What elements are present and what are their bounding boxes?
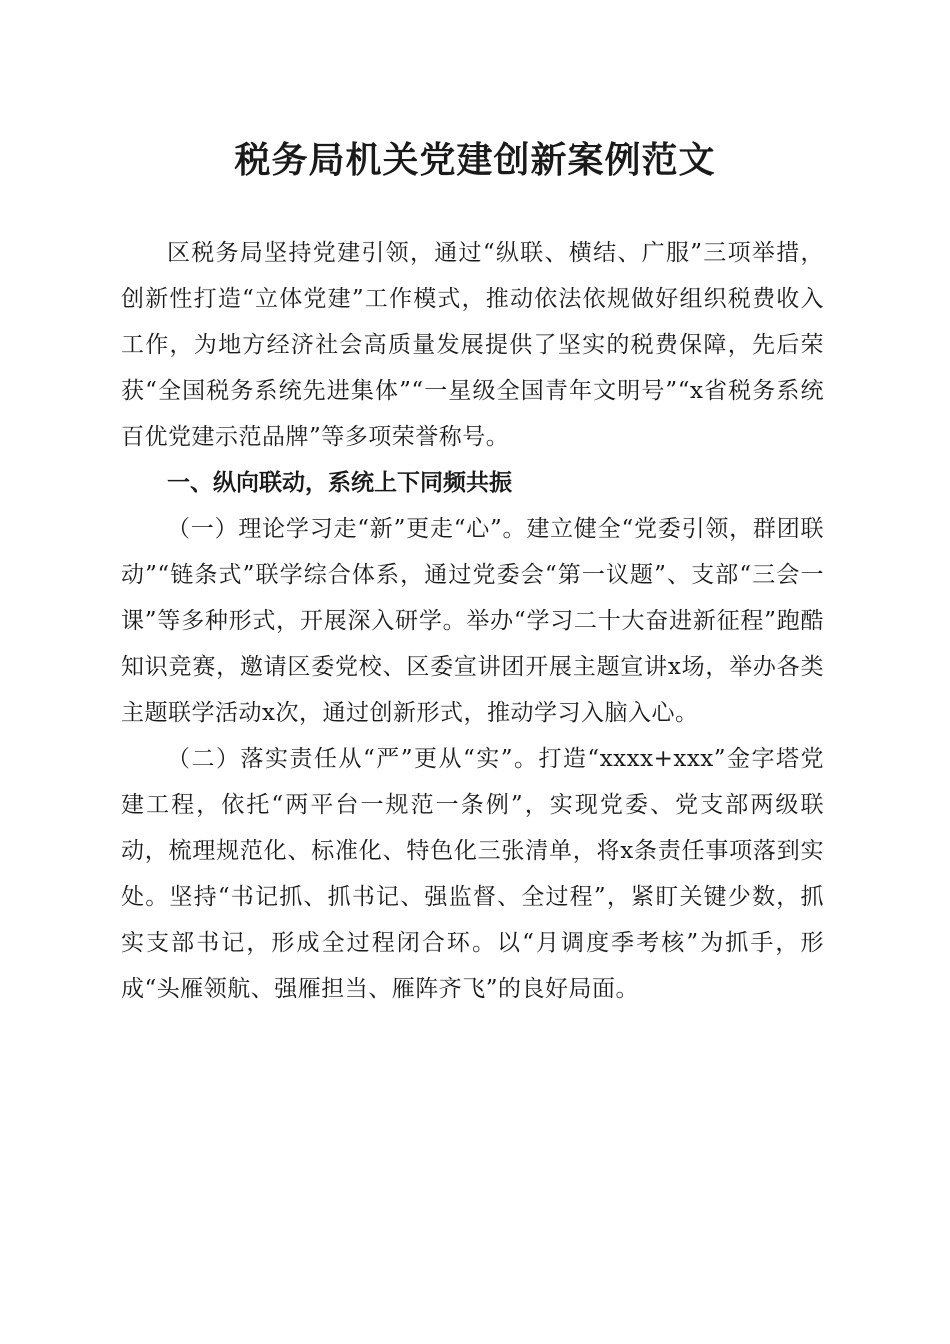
section-heading: 一、纵向联动，系统上下同频共振 xyxy=(167,470,512,496)
section-paragraph-1: （一）理论学习走“新”更走“心”。建立健全“党委引领，群团联动”“链条式”联学综合体系，通过党委会“第一议题”、支部“三会一课”等多种形式，开展深入研学。举办“学习二十大奋进新征程”跑酷知识竞赛，邀请区委党校、区委宣讲团开展主题宣讲x场，举办各类主题联学活动x次，通过创新形式，推动学习入脑入心。 xyxy=(121,516,824,726)
intro-paragraph: 区税务局坚持党建引领，通过“纵联、横结、广服”三项举措，创新性打造“立体党建”工作模式，推动依法依规做好组织税费收入工作，为地方经济社会高质量发展提供了坚实的税费保障，先后荣获“全国税务系统先进集体”“一星级全国青年文明号”“x省税务系统百优党建示范品牌”等多项荣誉称号。 xyxy=(121,240,824,450)
document-body xyxy=(121,230,824,1012)
section-paragraph-2: （二）落实责任从“严”更从“实”。打造“xxxx+xxx”金字塔党建工程，依托“两平台一规范一条例”，实现党委、党支部两级联动，梳理规范化、标准化、特色化三张清单，将x条责任事项落到实处。坚持“书记抓、抓书记、强监督、全过程”，紧盯关键少数，抓实支部书记，形成全过程闭合环。以“月调度季考核”为抓手，形成“头雁领航、强雁担当、雁阵齐飞”的良好局面。 xyxy=(121,746,824,1002)
document-title: 税务局机关党建创新案例范文 xyxy=(234,139,716,181)
